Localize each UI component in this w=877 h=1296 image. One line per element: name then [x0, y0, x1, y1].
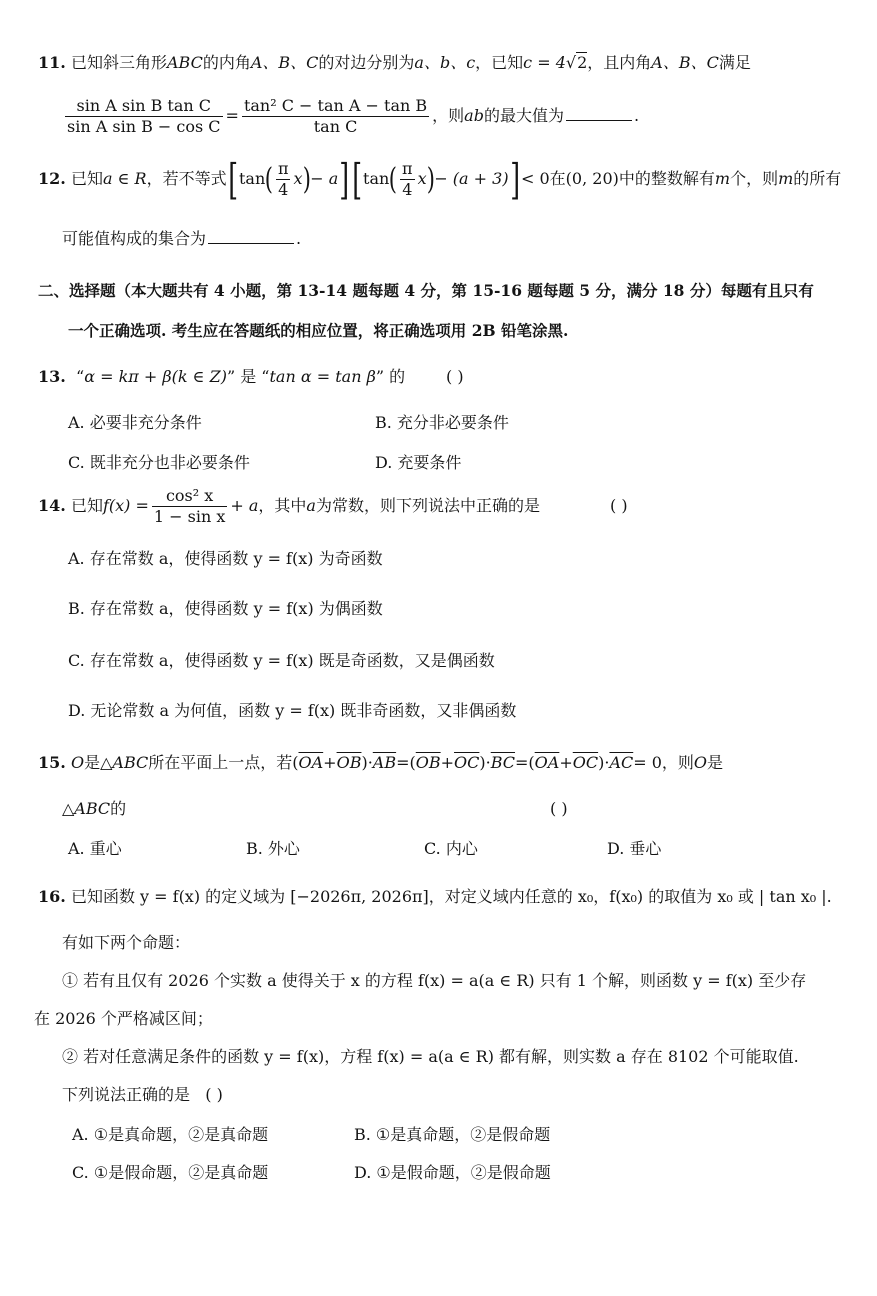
q12-x: x — [417, 169, 427, 188]
q14-fx: f(x) = — [102, 496, 149, 515]
q12-number: 12. — [38, 169, 66, 188]
q11-fraction-right — [242, 96, 429, 137]
q11-angles: A、B、C — [651, 53, 719, 72]
q11-text: ，已知 — [475, 53, 524, 72]
q13-math1: α = kπ + β(k ∈ Z) — [84, 367, 227, 386]
q16-option-b[interactable]: B. ①是真命题，②是假命题 — [354, 1125, 551, 1144]
section2-heading-line2: 一个正确选项. 考生应在答题纸的相应位置，将正确选项用 2B 铅笔涂黑. — [68, 321, 569, 340]
q13-answer-paren[interactable]: ( ) — [446, 367, 464, 386]
q15-vec-bc: $\overline{BC}$ — [490, 753, 516, 772]
q12-bracket: [ — [227, 154, 238, 204]
q12-text: 可能值构成的集合为 — [62, 229, 207, 248]
q15-vec-ab: $\overline{AB}$ — [372, 753, 397, 772]
q11-frac2-denominator: tan C — [313, 117, 358, 136]
q15-plus: + — [559, 753, 573, 772]
q16-stem: 已知函数 y = f(x) 的定义域为 [−2026π, 2026π]，对定义域内任意的 x₀，f(x₀) 的取值为 x₀ 或 | tan x₀ |. — [70, 887, 832, 906]
q15-vec-oa: $\overline{OA}$ — [534, 753, 560, 772]
q13-option-c[interactable]: C. 既非充分也非必要条件 — [68, 453, 250, 472]
q12-text: 在 — [549, 169, 566, 188]
q12-text: ，若不等式 — [146, 169, 227, 188]
q11-condition: c = 4 — [523, 53, 566, 72]
q11-answer-blank[interactable] — [566, 119, 632, 121]
q11-fraction-left — [65, 96, 223, 137]
q13-text: ” 的 — [375, 367, 406, 386]
q12-four: 4 — [402, 180, 413, 199]
q11-ab: ab — [464, 106, 484, 125]
q11-text: 的对边分别为 — [318, 53, 415, 72]
q12-text: 中的整数解有 — [618, 169, 715, 188]
q14-a: a — [306, 496, 316, 515]
q15-option-d[interactable]: D. 垂心 — [607, 839, 662, 858]
section2-heading-line1: 二、选择题（本大题共有 4 小题，第 13-14 题每题 4 分，第 15-16 题每题 5 分，满分 18 分）每题有且只有 — [38, 281, 814, 300]
q12-minus-a3: − (a + 3) — [434, 169, 509, 188]
q12-minus-a: − a — [310, 169, 339, 188]
q12-bracket: [ — [351, 154, 362, 204]
q12-text: 的所有 — [793, 169, 842, 188]
q15-plus: + — [440, 753, 455, 772]
q15-answer-paren[interactable]: ( ) — [550, 799, 568, 818]
q12-text: . — [296, 229, 302, 248]
q15-number: 15. — [38, 753, 66, 772]
q16-option-d[interactable]: D. ①是假命题，②是假命题 — [354, 1163, 551, 1182]
q12-paren: ( — [389, 161, 398, 197]
q13-option-a[interactable]: A. 必要非充分条件 — [68, 413, 202, 432]
q12-tan: tan — [363, 169, 390, 188]
q12-pi: π — [402, 159, 413, 178]
q15-plus: + — [323, 753, 337, 772]
q12-line2 — [62, 228, 301, 250]
q13-stem — [38, 366, 405, 388]
q13-option-b[interactable]: B. 充分非必要条件 — [375, 413, 509, 432]
q11-angles: A、B、C — [250, 53, 319, 72]
q11-text: 已知斜三角形 — [70, 53, 167, 72]
q13-text: ” 是 “ — [226, 367, 270, 386]
q14-frac-numerator: cos² x — [152, 486, 228, 507]
q11-frac1-denominator: sin A sin B − cos C — [67, 117, 221, 136]
q15-text: 是 — [84, 753, 101, 772]
q15-text: 的 — [110, 799, 127, 818]
q12-interval: (0, 20) — [565, 169, 619, 188]
q13-math2: tan α = tan β — [269, 367, 376, 386]
q14-frac-denominator: 1 − sin x — [153, 507, 226, 526]
q11-equals: = — [225, 106, 239, 125]
q15-o: O — [70, 753, 85, 772]
q15-vec-oa: $\overline{OA}$ — [298, 753, 324, 772]
q14-option-a[interactable]: A. 存在常数 a，使得函数 y = f(x) 为奇函数 — [68, 549, 383, 568]
q15-option-b[interactable]: B. 外心 — [246, 839, 300, 858]
q15-text: ，则 — [661, 753, 694, 772]
q15-eq: = — [515, 753, 529, 772]
q12-paren: ) — [426, 161, 435, 197]
q15-vec-ac: $\overline{AC}$ — [609, 753, 634, 772]
q16-option-a[interactable]: A. ①是真命题，②是真命题 — [72, 1125, 269, 1144]
q15-text: 是 — [707, 753, 724, 772]
q16-number: 16. — [38, 887, 66, 906]
q11-text: 满足 — [718, 53, 751, 72]
q12-pi: π — [277, 159, 289, 178]
q12-text: 个，则 — [730, 169, 779, 188]
q12-m: m — [778, 169, 794, 188]
q12-bracket: ] — [339, 154, 350, 204]
q12-m: m — [714, 169, 731, 188]
q12-answer-blank[interactable] — [208, 242, 294, 244]
q11-text: . — [633, 106, 640, 125]
q14-option-c[interactable]: C. 存在常数 a，使得函数 y = f(x) 既是奇函数，又是偶函数 — [68, 651, 495, 670]
q13-option-d[interactable]: D. 充要条件 — [375, 453, 462, 472]
q14-number: 14. — [38, 496, 66, 515]
q12-lt0: < 0 — [520, 169, 550, 188]
q11-number: 11. — [38, 53, 66, 72]
q11-triangle: ABC — [166, 53, 203, 72]
q11-text: ，则 — [432, 106, 465, 125]
q16-proposition-2: ② 若对任意满足条件的函数 y = f(x)，方程 f(x) = a(a ∈ R) 都有解，则实数 a 存在 8102 个可能取值. — [62, 1047, 799, 1066]
q11-text: 的内角 — [202, 53, 251, 72]
q11-sqrt: 2 — [577, 53, 588, 72]
q15-vec-ob: $\overline{OB}$ — [336, 753, 362, 772]
q12-paren: ( — [265, 161, 274, 197]
q14-answer-paren[interactable]: ( ) — [610, 496, 628, 515]
q11-text: 的最大值为 — [483, 106, 564, 125]
q16-line1 — [38, 886, 832, 908]
q13-number: 13. — [38, 367, 66, 386]
q14-option-d[interactable]: D. 无论常数 a 为何值，函数 y = f(x) 既非奇函数，又非偶函数 — [68, 701, 517, 720]
q12-paren: ) — [302, 161, 311, 197]
q16-text: 下列说法正确的是 — [62, 1085, 191, 1104]
q15-option-a[interactable]: A. 重心 — [68, 839, 122, 858]
q14-fraction — [152, 486, 228, 527]
q12-x: x — [293, 169, 303, 188]
q12-condition: a ∈ R — [102, 169, 147, 188]
q16-proposition-1: ① 若有且仅有 2026 个实数 a 使得关于 x 的方程 f(x) = a(a ∈ R) 只有 1 个解，则函数 y = f(x) 至少存 — [62, 971, 807, 990]
q11-line2 — [62, 94, 639, 138]
q15-eq0: = 0 — [633, 753, 662, 772]
q11-frac2-numerator: tan² C − tan A − tan B — [243, 96, 428, 115]
q12-tan: tan — [238, 169, 266, 188]
q15-stem: 15. O是△ABC所在平面上一点，若$(\overline{OA}+\overline{OB})\cdot\overline{AB}=(\overline{OB}+\overline{OC})\cdot\overline{BC}=(\overline{OA}+\overline{OC})\cdot\overline{AC}= 0$，则O是 — [38, 753, 724, 772]
q15-triangle: △ABC — [62, 799, 111, 818]
q15-text: 所在平面上一点，若 — [148, 753, 293, 772]
q15-o: O — [693, 753, 708, 772]
q11-line1: 11. 已知斜三角形ABC的内角A、B、C的对边分别为a、b、c，已知c = 4√2，且内角A、B、C满足 — [38, 53, 751, 72]
q16-proposition-1-cont: 在 2026 个严格减区间； — [34, 1009, 213, 1028]
q15-vec-ob: $\overline{OB}$ — [415, 753, 441, 772]
q15-eq: = — [396, 753, 410, 772]
q16-question — [62, 1084, 223, 1106]
q12-bracket: ] — [509, 154, 520, 204]
q14-plus-a: + a — [230, 496, 259, 515]
q15-triangle: △ABC — [100, 753, 149, 772]
q11-text: ，且内角 — [587, 53, 652, 72]
q14-text: 已知 — [70, 496, 103, 515]
q11-frac1-numerator: sin A sin B tan C — [65, 96, 223, 117]
q11-sides: a、b、c — [414, 53, 476, 72]
q12-text: 已知 — [70, 169, 103, 188]
q15-vec-oc: $\overline{OC}$ — [454, 753, 480, 772]
q15-option-c[interactable]: C. 内心 — [424, 839, 478, 858]
q14-text: ，其中 — [258, 496, 307, 515]
q12-frac — [400, 159, 415, 200]
q14-text: 为常数，则下列说法中正确的是 — [315, 496, 540, 515]
q14-option-b[interactable]: B. 存在常数 a，使得函数 y = f(x) 为偶函数 — [68, 599, 383, 618]
q15-line2 — [62, 798, 126, 820]
q12-line1 — [38, 156, 841, 202]
q16-line2: 有如下两个命题： — [62, 933, 191, 952]
q16-option-c[interactable]: C. ①是假命题，②是真命题 — [72, 1163, 269, 1182]
q13-text: “ — [76, 367, 85, 386]
q12-frac — [276, 159, 291, 200]
q14-stem — [38, 484, 540, 528]
q16-answer-paren[interactable]: ( ) — [205, 1085, 223, 1104]
q12-four: 4 — [278, 180, 289, 199]
q15-vec-oc: $\overline{OC}$ — [572, 753, 599, 772]
